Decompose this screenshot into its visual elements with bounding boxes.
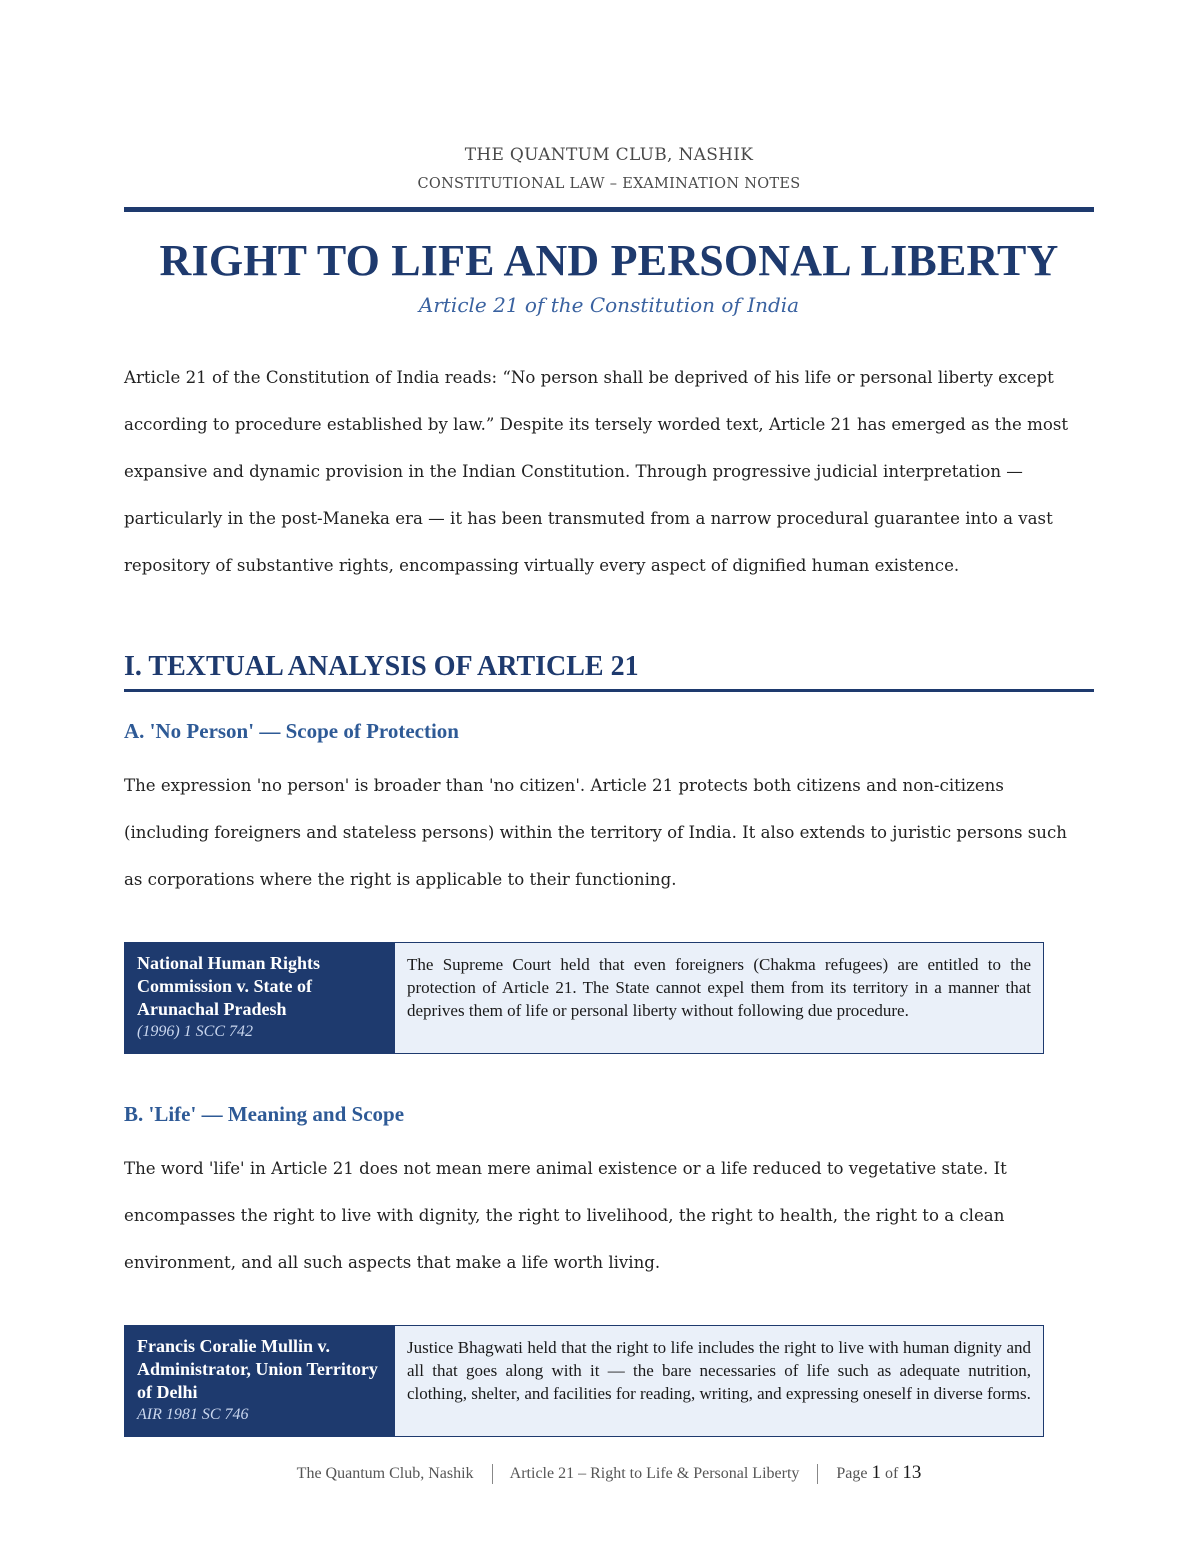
intro-line: according to procedure established by law.” Despite its tersely worded text, Article 21 has emerged as the most xyxy=(124,415,1069,434)
case-citation: AIR 1981 SC 746 xyxy=(137,1406,249,1423)
para-line: (including foreigners and stateless persons) within the territory of India. It also extends to juristic persons such xyxy=(124,823,1067,842)
case-box-nhrc xyxy=(124,942,1044,1054)
para-line: The expression 'no person' is broader than 'no citizen'. Article 21 protects both citizens and non-citizens xyxy=(124,776,1004,795)
header-subtitle: CONSTITUTIONAL LAW – EXAMINATION NOTES xyxy=(417,176,801,192)
para-line: The word 'life' in Article 21 does not mean mere animal existence or a life reduced to vegetative state. It xyxy=(124,1159,1007,1178)
document-title: RIGHT TO LIFE AND PERSONAL LIBERTY xyxy=(159,236,1059,285)
intro-line: Article 21 of the Constitution of India reads: “No person shall be deprived of his life or personal liberty except xyxy=(124,368,1054,387)
case-name: Francis Coralie Mullin v. Administrator, Union Territory of Delhi xyxy=(137,1336,378,1402)
case-box-francis-coralie xyxy=(124,1325,1044,1437)
case-citation-panel xyxy=(125,943,395,1053)
subsection-b-paragraph xyxy=(124,1145,1094,1286)
header-org: THE QUANTUM CLUB, NASHIK xyxy=(464,145,754,165)
document-subtitle: Article 21 of the Constitution of India xyxy=(418,293,800,317)
case-holding: Justice Bhagwati held that the right to life includes the right to live with human dignity and all that goes along with it — the bare necessaries of life such as adequate nutrition, clothing, shelter, and facilities for reading, writing, and expressing oneself in diverse forms. xyxy=(407,1338,1031,1403)
subsection-a-paragraph xyxy=(124,762,1094,903)
intro-line: repository of substantive rights, encompassing virtually every aspect of dignified human existence. xyxy=(124,556,960,575)
section-heading: I. TEXTUAL ANALYSIS OF ARTICLE 21 xyxy=(124,651,639,682)
intro-paragraph xyxy=(124,354,1094,589)
footer-page-total: 13 xyxy=(902,1462,922,1483)
para-line: as corporations where the right is applicable to their functioning. xyxy=(124,870,677,889)
footer-org: The Quantum Club, Nashik xyxy=(296,1465,474,1482)
section-rule xyxy=(124,689,1094,692)
footer-doc-title: Article 21 – Right to Life & Personal Liberty xyxy=(509,1465,800,1482)
footer-of-label: of xyxy=(885,1465,899,1482)
case-name: National Human Rights Commission v. State of Arunachal Pradesh xyxy=(137,953,321,1019)
page-footer xyxy=(124,1462,1094,1484)
case-citation-panel xyxy=(125,1326,395,1436)
document-page xyxy=(124,0,1094,1553)
footer-page-label: Page xyxy=(836,1465,868,1482)
footer-page-number: 1 xyxy=(871,1462,881,1483)
case-citation: (1996) 1 SCC 742 xyxy=(137,1023,253,1040)
intro-line: particularly in the post-Maneka era — it has been transmuted from a narrow procedural guarantee into a vast xyxy=(124,509,1053,528)
subsection-heading-a: A. 'No Person' — Scope of Protection xyxy=(124,719,459,743)
para-line: encompasses the right to live with dignity, the right to livelihood, the right to health, the right to a clean xyxy=(124,1206,1005,1225)
subsection-heading-b: B. 'Life' — Meaning and Scope xyxy=(124,1102,405,1126)
footer-separator xyxy=(492,1464,493,1484)
intro-line: expansive and dynamic provision in the Indian Constitution. Through progressive judicial interpretation — xyxy=(124,462,1023,481)
footer-separator xyxy=(817,1464,818,1484)
case-holding: The Supreme Court held that even foreigners (Chakma refugees) are entitled to the protection of Article 21. The State cannot expel them from its territory in a manner that deprives them of life or personal liberty without following due procedure. xyxy=(407,955,1031,1020)
para-line: environment, and all such aspects that make a life worth living. xyxy=(124,1253,661,1272)
header-rule xyxy=(124,207,1094,212)
